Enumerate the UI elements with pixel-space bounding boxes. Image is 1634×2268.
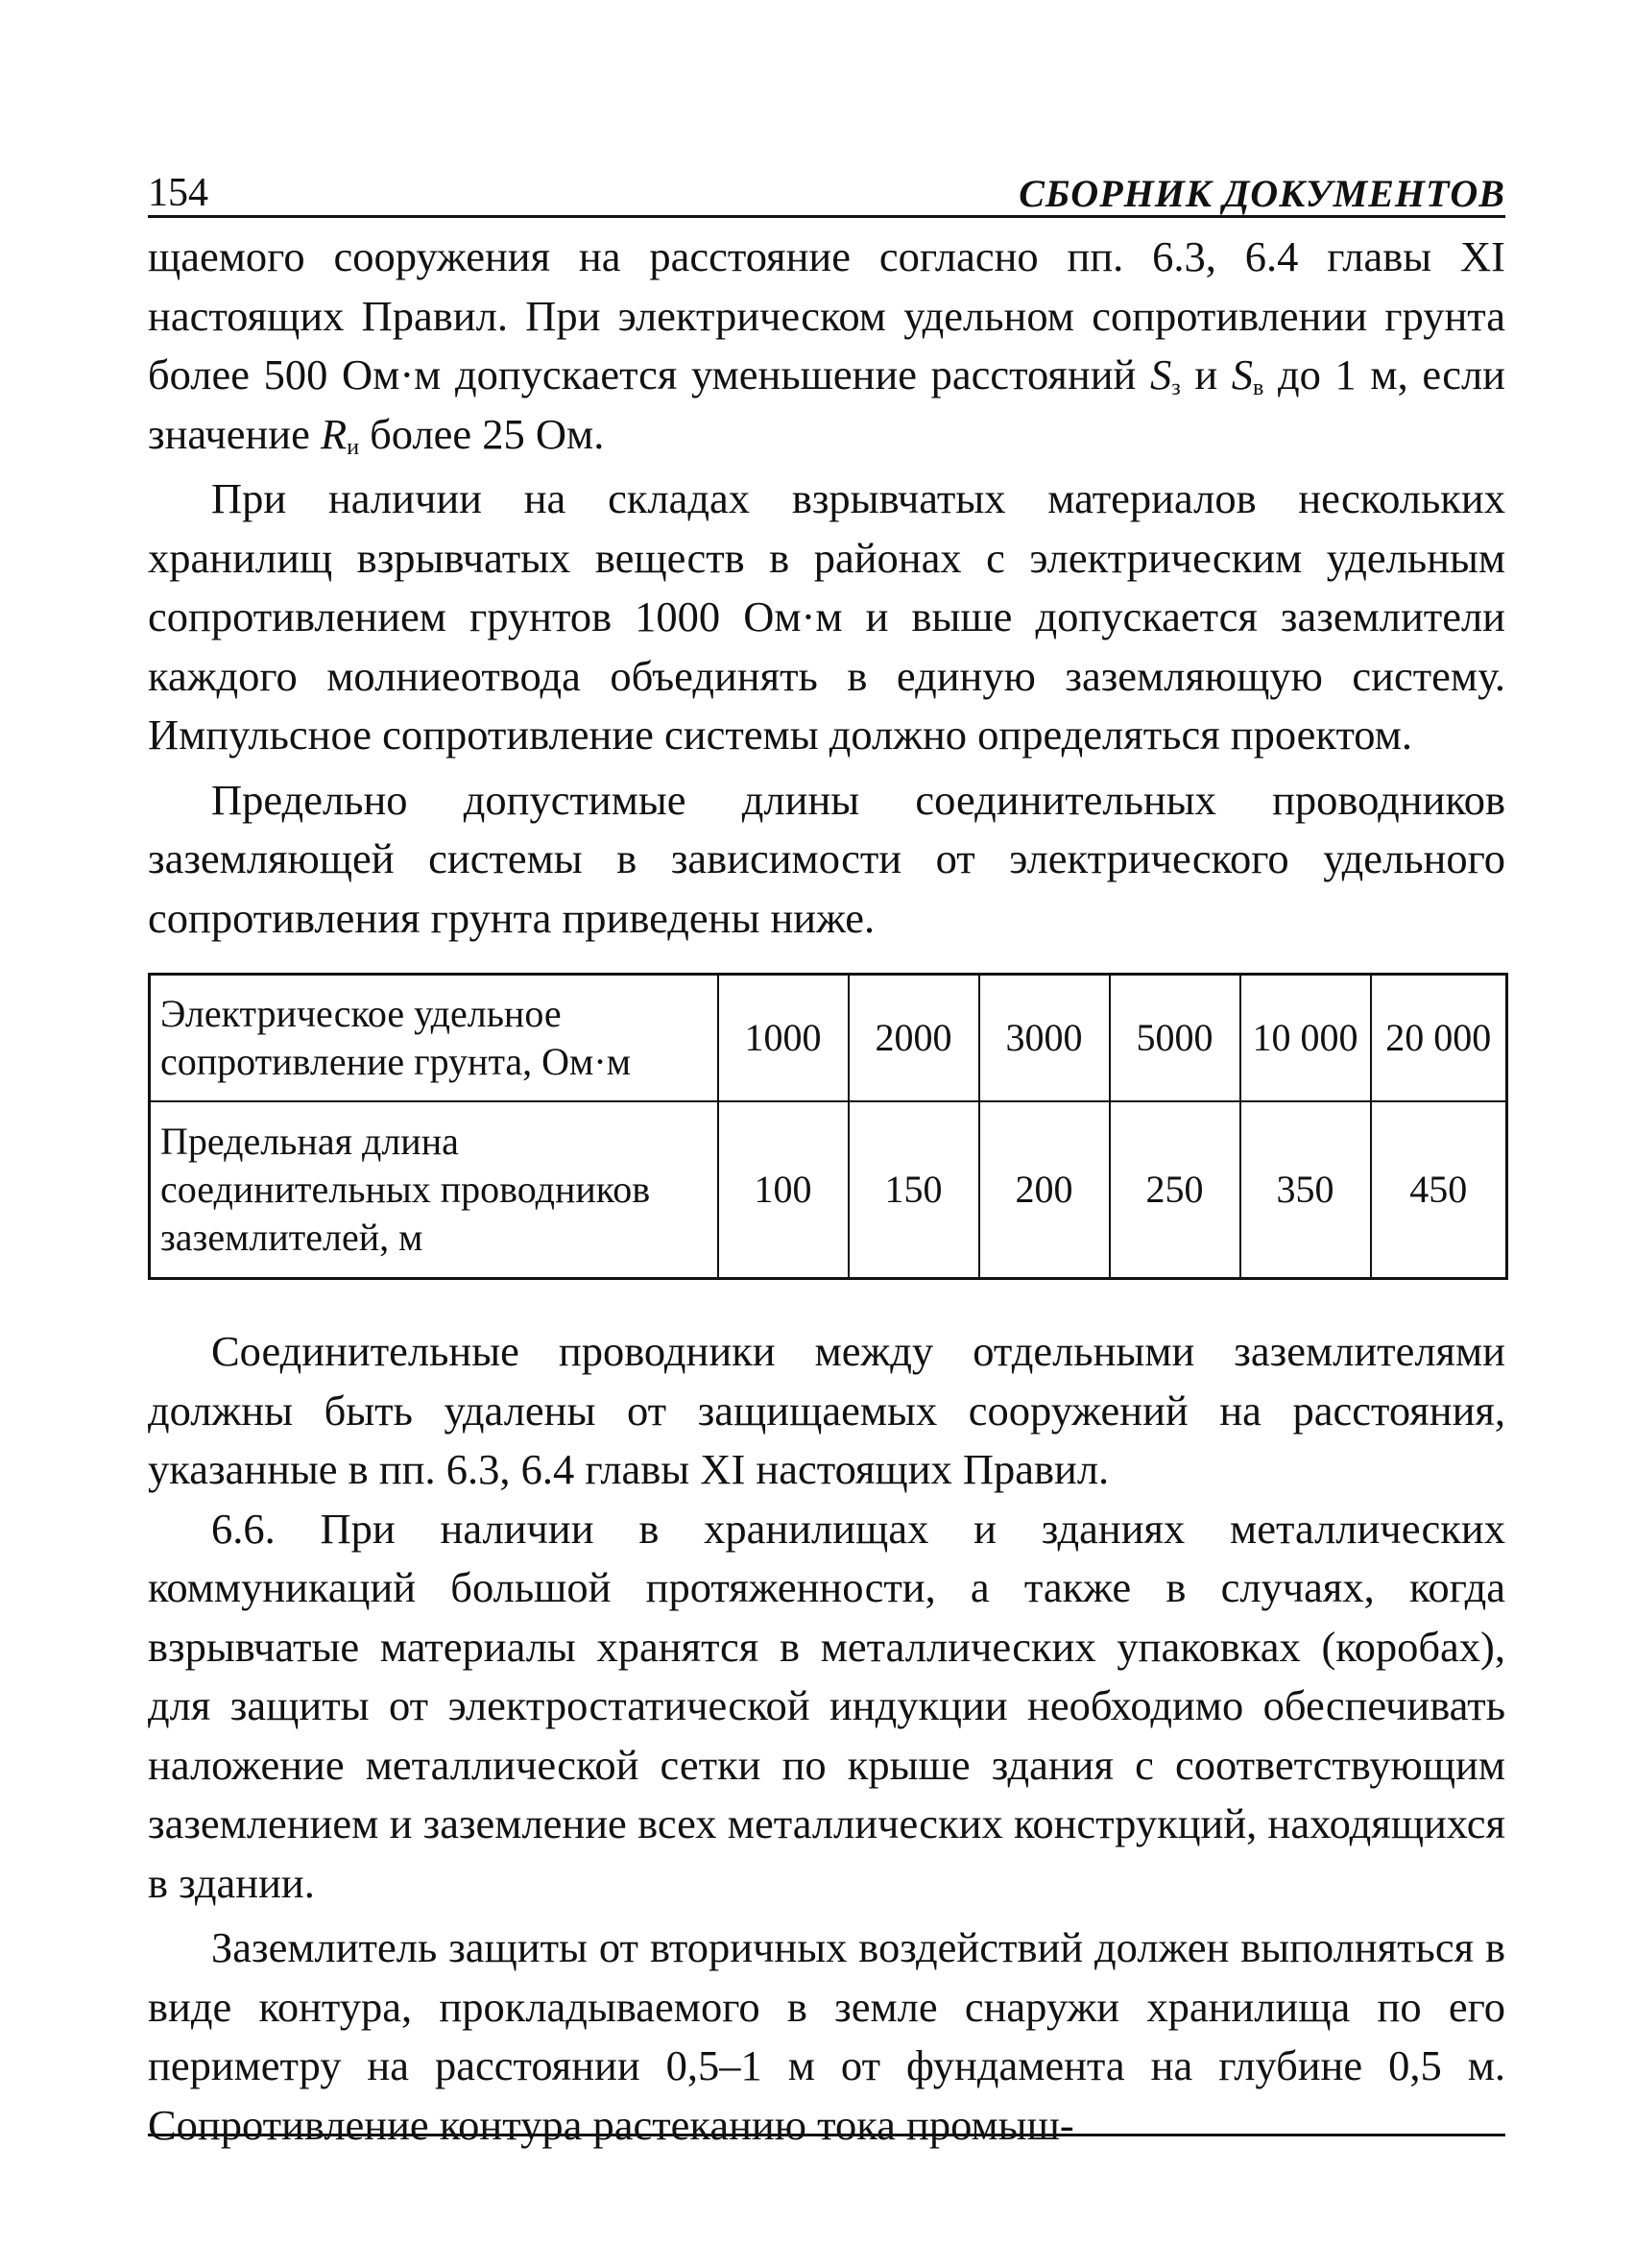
table-row: [150, 1101, 1507, 1279]
resistance-length-table: [148, 973, 1508, 1280]
table-row-label: Электрическое удельное сопротивление грунта, Ом·м: [150, 975, 718, 1102]
table-cell: 3000: [979, 975, 1110, 1102]
table-cell: 1000: [718, 975, 849, 1102]
table-cell: 10 000: [1240, 975, 1371, 1102]
document-page: [148, 163, 1505, 2155]
table-cell: 150: [849, 1101, 979, 1279]
table-cell: 5000: [1110, 975, 1240, 1102]
footer-rule: [148, 2134, 1505, 2136]
table-cell: 20 000: [1371, 975, 1507, 1102]
page-header: [148, 163, 1505, 218]
table-cell: 2000: [849, 975, 979, 1102]
table-cell: 350: [1240, 1101, 1371, 1279]
table-row: [150, 975, 1507, 1102]
page-number: 154: [148, 171, 208, 215]
paragraph-4: Соединительные проводники между отдельными заземлителями должны быть удалены от защищаемых сооружений на расстояния, указанные в пп. 6.3, 6.4 главы XI настоящих Правил.: [148, 1327, 1505, 1493]
table-row-label: Предельная длина соединительных проводников заземлителей, м: [150, 1101, 718, 1279]
running-title: СБОРНИК ДОКУМЕНТОВ: [1019, 172, 1505, 215]
paragraph-6: Заземлитель защиты от вторичных воздействий должен выполняться в виде контура, прокладываемого в земле снаружи хранилища по его периметру на расстоянии 0,5–1 м от фундамента на глубине 0,5 м. Сопротивление контура растеканию тока промыш-: [148, 1923, 1505, 2149]
table-cell: 200: [979, 1101, 1110, 1279]
table-cell: 100: [718, 1101, 849, 1279]
paragraph-5: 6.6. При наличии в хранилищах и зданиях металлических коммуникаций большой протяженности, а также в случаях, когда взрывчатые материалы хранятся в металлических упаковках (коробах), для защиты от электростатической индукции необходимо обеспечивать наложение металлической сетки по крыше здания с соответствующим заземлением и заземление всех металлических конструкций, находящихся в здании.: [148, 1504, 1505, 1907]
paragraph-1: щаемого сооружения на расстояние согласно пп. 6.3, 6.4 главы XI настоящих Правил. При электрическом удельном сопротивлении грунта более 500 Ом·м допускается уменьшение расстояний $S_з$ и $S_в$ до 1 м, если значение $R_и$ более 25 Ом.: [148, 232, 1505, 460]
table-cell: 250: [1110, 1101, 1240, 1279]
body-text: [148, 228, 1505, 2155]
table-cell: 450: [1371, 1101, 1507, 1279]
paragraph-2: При наличии на складах взрывчатых материалов нескольких хранилищ взрывчатых веществ в районах с электрическим удельным сопротивлением грунтов 1000 Ом·м и выше допускается заземлители каждого молниеотвода объединять в единую заземляющую систему. Импульсное сопротивление системы должно определяться проектом.: [148, 474, 1505, 759]
paragraph-3: Предельно допустимые длины соединительных проводников заземляющей системы в зависимости от электрического удельного сопротивления грунта приведены ниже.: [148, 775, 1505, 942]
